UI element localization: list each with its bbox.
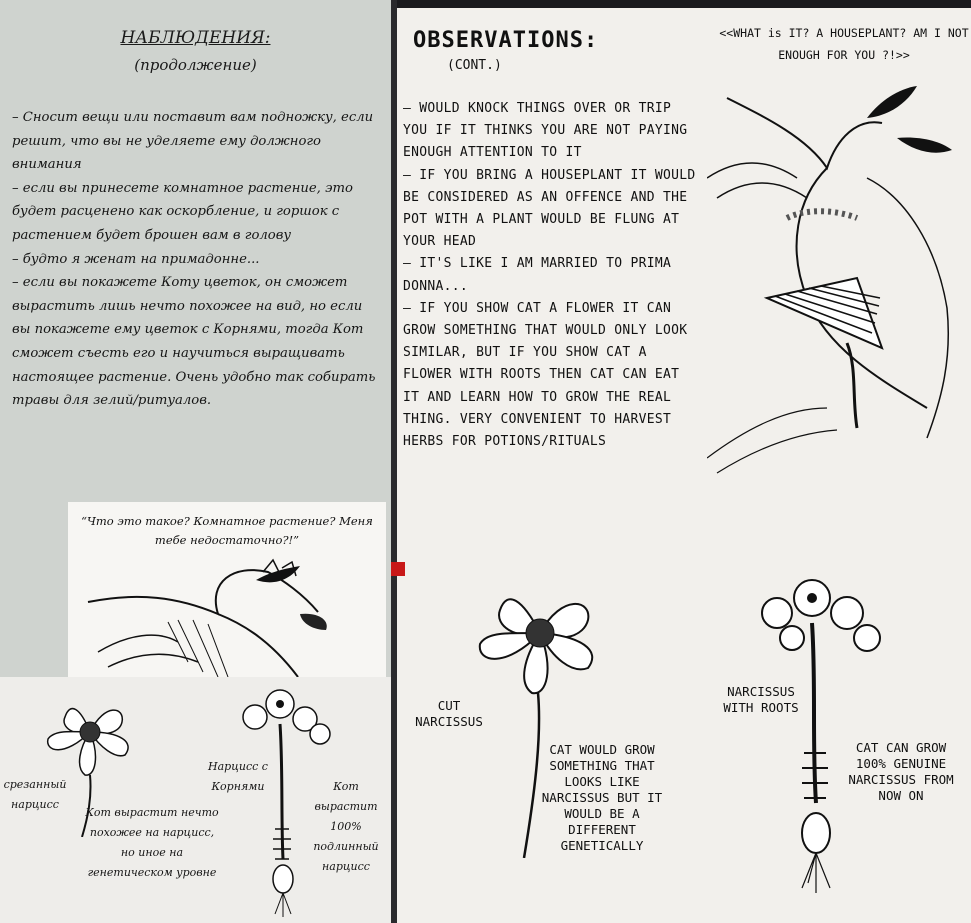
en-note-cut: CAT WOULD GROW SOMETHING THAT LOOKS LIKE NARCISSUS BUT IT WOULD BE A DIFFERENT GENETICALLY <box>541 742 663 853</box>
ru-quote-card <box>68 502 386 677</box>
en-rooted-narcissus-sketch <box>732 563 902 893</box>
cat-with-fan-sketch <box>707 78 967 478</box>
en-quote: <<WHAT is IT? A HOUSEPLANT? AM I NOT ENOUGH FOR YOU ?!>> <box>719 26 969 62</box>
ru-note-roots: Кот вырастит 100% подлинный нарцисс <box>313 780 379 873</box>
cat-head-sketch <box>68 502 386 677</box>
en-label-roots: NARCISSUS WITH ROOTS <box>723 684 799 715</box>
ru-label-cut: срезанный нарцисс <box>3 778 67 811</box>
en-subtitle: (CONT.) <box>447 58 502 73</box>
ru-paragraph: – если вы принесете комнатное растение, это будет расценено как оскорбление, и горшок с растением будет брошен вам в голову <box>12 180 353 243</box>
en-label-cut: CUT NARCISSUS <box>415 698 483 729</box>
ru-paragraph: – если вы покажете Коту цветок, он сможет вырастить лишь нечто похожее на вид, но если вы покажете ему цветок с Корнями, тогда Кот сможет съесть его и научиться выращивать настоящее растение. Очень удобно так собирать травы для зелий/ритуалов. <box>12 275 376 409</box>
ru-paragraph: – будто я женат на примадонне... <box>12 251 260 267</box>
en-observations-text <box>403 98 703 453</box>
ru-note-cut: Кот вырастит нечто похожее на нарцисс, но иное на генетическом уровне <box>85 806 219 879</box>
english-notebook-page <box>397 8 971 923</box>
en-note-roots: CAT CAN GROW 100% GENUINE NARCISSUS FROM NOW ON <box>848 740 954 803</box>
bookmark-tab <box>391 562 405 576</box>
en-paragraph: – IF YOU SHOW CAT A FLOWER IT CAN GROW SOMETHING THAT WOULD ONLY LOOK SIMILAR, BUT IF YOU SHOW CAT A FLOWER WITH ROOTS THEN CAT CAN EAT IT AND LEARN HOW TO GROW THE REAL THING. VERY CONVENIENT TO HARVEST HERBS FOR POTIONS/RITUALS <box>403 300 688 450</box>
en-paragraph: – IF YOU BRING A HOUSEPLANT IT WOULD BE CONSIDERED AS AN OFFENCE AND THE POT WITH A PLANT WOULD BE FLUNG AT YOUR HEAD <box>403 167 696 250</box>
ru-title: НАБЛЮДЕНИЯ: <box>120 28 271 48</box>
ru-quote: “Что это такое? Комнатное растение? Меня тебе недостаточно?!” <box>81 514 373 547</box>
ru-narcissus-section <box>0 677 391 923</box>
en-paragraph: – WOULD KNOCK THINGS OVER OR TRIP YOU IF IT THINKS YOU ARE NOT PAYING ENOUGH ATTENTION TO IT <box>403 101 688 161</box>
ru-subtitle: (продолжение) <box>134 56 257 74</box>
russian-translation-panel <box>0 0 391 923</box>
ru-observations-text <box>12 106 380 413</box>
ru-paragraph: – Сносит вещи или поставит вам подножку, если решит, что вы не уделяете ему должного внимания <box>12 110 374 173</box>
en-title: OBSERVATIONS: <box>413 28 599 53</box>
ru-label-roots: Нарцисс с Корнями <box>208 760 268 793</box>
en-paragraph: – IT'S LIKE I AM MARRIED TO PRIMA DONNA... <box>403 256 672 294</box>
